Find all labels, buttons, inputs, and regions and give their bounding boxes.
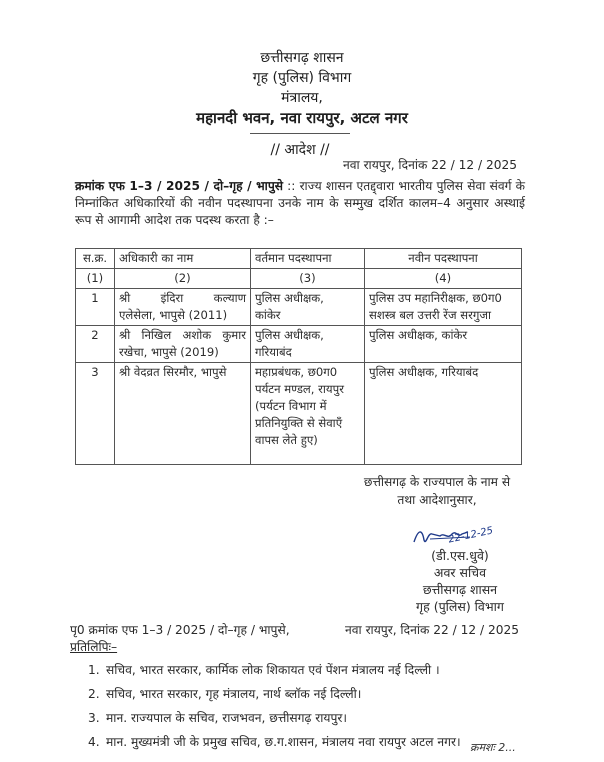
header-ministry: मंत्रालय, (281, 90, 323, 106)
order-title: // आदेश // (270, 142, 330, 158)
signature-date: 22-12-25 (447, 525, 495, 546)
row-new-posting (365, 326, 522, 363)
officer-name-line: श्री निखिल अशोक कुमार (119, 328, 246, 342)
posting-table (75, 248, 522, 465)
header-current-posting: वर्तमान पदस्थापना (251, 249, 365, 269)
list-item: 1. सचिव, भारत सरकार, कार्मिक लोक शिकायत एवं पेंशन मंत्रालय नई दिल्ली । (88, 663, 440, 677)
order-body: :: राज्य शासन एतद्द्वारा भारतीय पुलिस सेवा संवर्ग के निम्नांकित अधिकारियों की नवीन पदस्थापना उनके नाम के सम्मुख दर्शित कालम–4 अनुसार अस्थाई रूप से आगामी आदेश तक पदस्थ करता है :– (75, 179, 525, 227)
current-posting-line: कांकेर (255, 308, 281, 322)
row-current-posting (251, 363, 365, 465)
colnum-1: (1) (76, 269, 115, 289)
row-current-posting (251, 289, 365, 326)
list-item: 3. मान. राज्यपाल के सचिव, राजभवन, छत्तीसगढ़ रायपुर। (88, 711, 347, 725)
row-officer-name (115, 363, 251, 465)
authority-line-1: छत्तीसगढ़ के राज्यपाल के नाम से (363, 475, 511, 489)
officer-name-line: श्री इंदिरा कल्याण (119, 291, 246, 305)
handwritten-signature (410, 522, 520, 550)
row-sno: 2 (76, 326, 115, 363)
officer-name-line: एलेसेला, भापुसे (2011) (119, 308, 228, 322)
table-row (76, 326, 522, 363)
copy-heading: प्रतिलिपिः– (70, 640, 118, 654)
order-place-date: नवा रायपुर, दिनांक 22 / 12 / 2025 (343, 158, 517, 172)
signatory-block (380, 547, 540, 615)
colnum-4: (4) (365, 269, 522, 289)
header-department: गृह (पुलिस) विभाग (252, 70, 352, 86)
order-paragraph (75, 178, 525, 229)
current-posting-line: गरियाबंद (255, 345, 292, 359)
table-header-row (76, 249, 522, 269)
officer-name-line: श्री वेदव्रत सिरमौर, भापुसे (119, 365, 227, 379)
signatory-name: (डी.एस.धुवे) (431, 548, 489, 563)
list-item: 4. मान. मुख्यमंत्री जी के प्रमुख सचिव, छ.ग.शासन, मंत्रालय नवा रायपुर अटल नगर। (88, 735, 461, 749)
signatory-department: गृह (पुलिस) विभाग (416, 599, 504, 614)
table-row (76, 363, 522, 465)
colnum-2: (2) (115, 269, 251, 289)
row-sno: 3 (76, 363, 115, 465)
new-posting-line: पुलिस अधीक्षक, गरियाबंद (369, 365, 479, 379)
row-new-posting (365, 363, 522, 465)
header-divider (250, 133, 350, 134)
current-posting-line: (पर्यटन विभाग में (255, 399, 327, 413)
row-sno: 1 (76, 289, 115, 326)
current-posting-line: पुलिस अधीक्षक, (255, 291, 324, 305)
row-current-posting (251, 326, 365, 363)
signatory-designation: अवर सचिव (433, 565, 487, 580)
header-officer-name: अधिकारी का नाम (115, 249, 251, 269)
list-item: 2. सचिव, भारत सरकार, गृह मंत्रालय, नार्थ ब्लॉक नई दिल्ली। (88, 687, 362, 701)
row-new-posting (365, 289, 522, 326)
order-number: क्रमांक एफ 1–3 / 2025 / दो–गृह / भापुसे (75, 179, 283, 193)
signatory-org: छत्तीसगढ़ शासन (422, 582, 498, 597)
endorsement-place-date: नवा रायपुर, दिनांक 22 / 12 / 2025 (345, 623, 519, 637)
new-posting-line: पुलिस अधीक्षक, कांकेर (369, 328, 468, 342)
header-sno: स.क्र. (76, 249, 115, 269)
table-colnum-row (76, 269, 522, 289)
current-posting-line: प्रतिनियुक्ति से सेवाऍं (255, 416, 343, 430)
current-posting-line: वापस लेते हुए) (255, 433, 318, 447)
officer-name-line: रखेचा, भापुसे (2019) (119, 345, 219, 359)
continued-marker: क्रमशः 2... (470, 741, 516, 754)
authority-line-2: तथा आदेशानुसार, (397, 493, 477, 507)
copy-list (88, 658, 461, 754)
new-posting-line: सशस्त्र बल उत्तरी रेंज सरगुजा (369, 308, 492, 322)
header-government: छत्तीसगढ़ शासन (260, 50, 344, 66)
new-posting-line: पुलिस उप महानिरीक्षक, छ0ग0 (369, 291, 502, 305)
colnum-3: (3) (251, 269, 365, 289)
header-new-posting: नवीन पदस्थापना (365, 249, 522, 269)
row-officer-name (115, 326, 251, 363)
table-row (76, 289, 522, 326)
header-address: महानदी भवन, नवा रायपुर, अटल नगर (196, 109, 408, 127)
current-posting-line: महाप्रबंधक, छ0ग0 (255, 365, 338, 379)
current-posting-line: पर्यटन मण्डल, रायपुर (255, 382, 344, 396)
row-officer-name (115, 289, 251, 326)
endorsement-number: पृ0 क्रमांक एफ 1–3 / 2025 / दो–गृह / भापुसे, (70, 623, 290, 637)
current-posting-line: पुलिस अधीक्षक, (255, 328, 324, 342)
